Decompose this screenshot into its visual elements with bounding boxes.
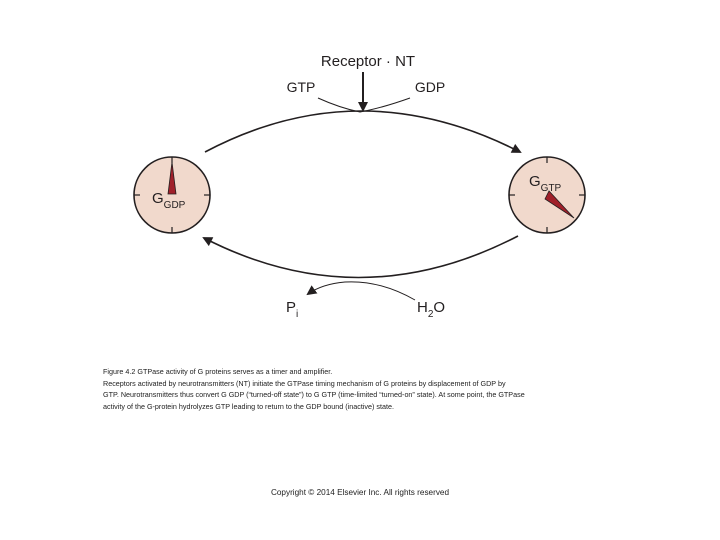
g-gdp-label: $G_{GDP}$ [152,190,186,211]
gtp-label: GTP [286,79,316,95]
hydrolysis-arc-arrow [204,236,518,278]
g-gtp-label: $G_{GTP}$ [529,173,562,194]
water-label: $H_2O$ [417,299,446,320]
gdp-label: GDP [414,79,446,95]
activation-arc-arrow [205,111,520,152]
phosphate-label: $P_i$ [286,299,299,320]
receptor-nt-label: Receptor · NT [320,53,416,70]
caption-line-4: activity of the G-protein hydrolyzes GTP leading to return to the GDP bound (inactive) state. [103,401,394,411]
gdp-timer-clock [134,157,210,233]
gtp-timer-clock [509,157,585,233]
caption-line-3: GTP. Neurotransmitters thus convert G GDP (“turned-off state”) to G GTP (time-limited “turned-on” state). At some point, the GTPase [103,390,525,399]
pi-release-arrow [308,282,415,300]
caption-line-1: Figure 4.2 GTPase activity of G proteins serves as a timer and amplifier. [103,367,333,376]
copyright-notice: Copyright © 2014 Elsevier Inc. All rights reserved [270,488,450,497]
figure-caption [103,366,643,412]
caption-line-2: Receptors activated by neurotransmitters (NT) initiate the GTPase timing mechanism of G proteins by displacement of GDP by [103,378,506,388]
